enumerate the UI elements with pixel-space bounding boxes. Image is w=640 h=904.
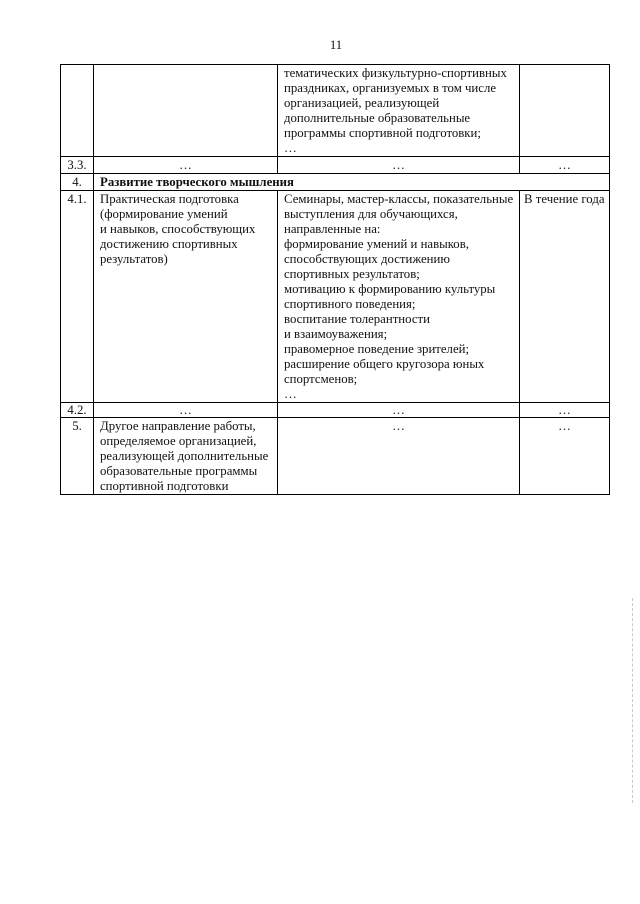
period-cell: … — [520, 403, 610, 418]
row-number-cell: 3.3. — [61, 157, 94, 174]
content-cell: тематических физкультурно-спортивных праздниках, организуемых в том числе организацией, реализующей дополнительные образовательные программы спортивной подготовки; … — [278, 65, 520, 157]
activity-cell — [94, 65, 278, 157]
row-number-cell: 4.2. — [61, 403, 94, 418]
activity-cell: Практическая подготовка (формирование умений и навыков, способствующих достижению спортивных результатов) — [94, 191, 278, 403]
content-cell: … — [278, 157, 520, 174]
activity-cell: Другое направление работы, определяемое организацией, реализующей дополнительные образовательные программы спортивной подготовки — [94, 418, 278, 495]
table-row — [61, 403, 610, 418]
row-number-cell — [61, 65, 94, 157]
row-number-cell: 4. — [61, 174, 94, 191]
table-row — [61, 65, 610, 157]
page-number: 11 — [329, 38, 343, 52]
content-cell: … — [278, 418, 520, 495]
content-cell: … — [278, 403, 520, 418]
period-cell: В течение года — [520, 191, 610, 403]
scan-artifact — [632, 598, 633, 803]
activity-cell: … — [94, 157, 278, 174]
content-cell: Семинары, мастер-классы, показательные выступления для обучающихся, направленные на: формирование умений и навыков, способствующих достижению спортивных результатов; мотивацию к формированию культуры спортивного поведения; воспитание толерантности и взаимоуважения; правомерное поведение зрителей; расширение общего кругозора юных спортсменов; … — [278, 191, 520, 403]
section-title: Развитие творческого мышления — [94, 174, 610, 191]
table-row — [61, 418, 610, 495]
table-row — [61, 191, 610, 403]
row-number-cell: 4.1. — [61, 191, 94, 403]
section-row — [61, 174, 610, 191]
activity-cell: … — [94, 403, 278, 418]
period-cell — [520, 65, 610, 157]
row-number-cell: 5. — [61, 418, 94, 495]
period-cell: … — [520, 157, 610, 174]
table-row — [61, 157, 610, 174]
plan-table — [60, 64, 610, 495]
period-cell: … — [520, 418, 610, 495]
